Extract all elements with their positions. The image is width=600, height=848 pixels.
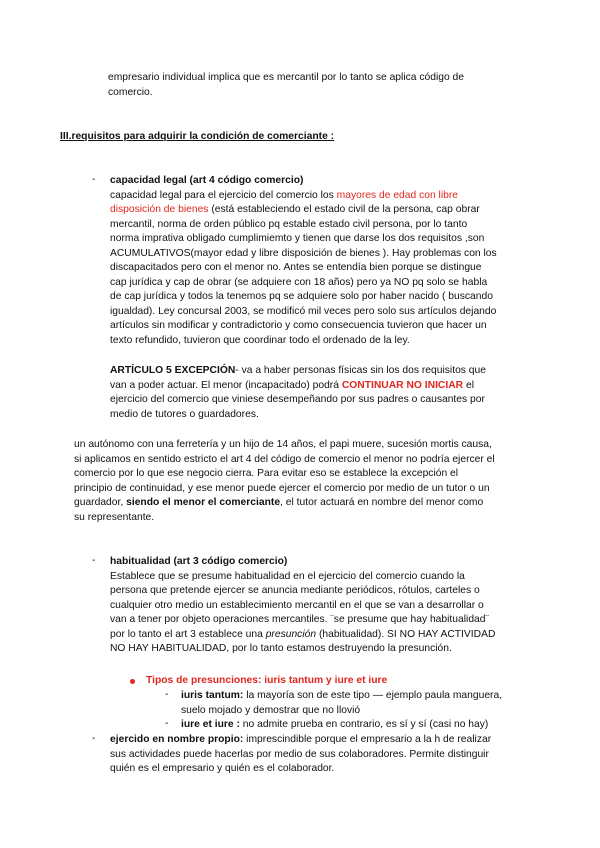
ejemplo-line: un autónomo con una ferretería y un hijo de 14 años, el papi muere, sucesión mortis causa, — [74, 439, 492, 450]
habitualidad-title: habitualidad (art 3 código comercio) — [110, 556, 288, 567]
articulo5-line: ejercicio del comercio que viniese desempeñando por sus padres o causantes por — [110, 394, 485, 405]
ejercicio-label: ejercido en nombre propio: — [110, 734, 244, 745]
ejemplo-line: su representante. — [74, 511, 155, 523]
capacidad-line: artículos sin modificar y contradictorio y como consecuencia tuvieron que hacer un — [110, 320, 487, 331]
intro-paragraph — [108, 71, 464, 100]
capacidad-line: ACUMULATIVOS(mayor edad y libre disposición de bienes ). Hay problemas con los — [110, 247, 497, 259]
bullet-dash: - — [165, 718, 169, 729]
habitualidad-line: van a tener por objeto operaciones mercantiles. ¨se presume que hay habitualidad¨ — [110, 614, 489, 625]
ejemplo-paragraph — [74, 438, 495, 525]
capacidad-line: texto refundido, tuvieron que coordinar todo el ordenado de la ley. — [110, 334, 410, 346]
section-heading: III.requisitos para adquirir la condición de comerciante : — [60, 131, 335, 142]
ejemplo-line: si aplicamos en sentido estricto el art 4 del código de comercio el menor no podría ejercer el — [74, 453, 495, 465]
iuris-label: iuris tantum: — [181, 690, 244, 701]
bullet-dash: - — [92, 174, 96, 185]
habitualidad-section — [110, 555, 495, 657]
capacidad-legal-section — [110, 174, 497, 348]
iure-line: iure et iure : no admite prueba en contrario, es sí y sí (casi no hay) — [181, 719, 489, 730]
ejemplo-line: principio de continuidad, y ese menor puede ejercer el comercio por medio de un tutor o un — [74, 482, 490, 494]
capacidad-title: capacidad legal (art 4 código comercio) — [110, 175, 304, 186]
tipos-title: Tipos de presunciones: iuris tantum y iure et iure — [146, 675, 388, 686]
ejercicio-line: quién es el empresario y quién es el colaborador. — [110, 763, 335, 774]
highlight-text: mayores de edad con libre — [336, 189, 459, 201]
bullet-dash: - — [92, 733, 96, 744]
iuris-line: suelo mojado y demostrar que no llovió — [181, 704, 361, 716]
articulo5-line: van a poder actuar. El menor (incapacitado) podrá CONTINUAR NO INICIAR el — [110, 379, 474, 391]
iuris-line: iuris tantum: la mayoría son de este tipo — ejemplo paula manguera, — [181, 690, 503, 701]
ejercicio-line: ejercido en nombre propio: imprescindible porque el empresario a la h de realizar — [110, 734, 492, 745]
capacidad-line: disposición de bienes (está estableciendo el estado civil de la persona, cap obrar — [110, 204, 480, 215]
habitualidad-line: persona que pretende ejercer se anuncia mediante periódicos, rótulos, carteles o — [110, 585, 480, 596]
habitualidad-line: por lo tanto el art 3 establece una presunción (habitualidad). SI NO HAY ACTIVIDAD — [110, 628, 496, 640]
capacidad-line: de cap jurídica y todos la tenemos pq se adquiere solo por haber nacido ( buscando — [110, 291, 493, 302]
habitualidad-line: NO HAY HABITUALIDAD, por lo tanto estamos destruyendo la presunción. — [110, 643, 452, 654]
capacidad-line: igualdad). Ley concursal 2003, se modificó mil veces pero solo sus artículos dejando — [110, 305, 497, 317]
iuris-tantum-item — [181, 689, 502, 718]
capacidad-line: capacidad legal para el ejercicio del comercio los mayores de edad con libre — [110, 189, 459, 201]
articulo5-line: medio de tutores o guardadores. — [110, 408, 259, 420]
iure-label: iure et iure : — [181, 719, 240, 730]
ejemplo-line: comercio por lo que ese negocio cierra. Para evitar eso se establece la excepción el — [74, 468, 459, 479]
ejemplo-line: guardador, siendo el menor el comerciante, el tutor actuará en nombre del menor como — [74, 497, 484, 508]
habitualidad-line: cualquier otro medio un establecimiento mercantil en el que se van a desarrollar o — [110, 599, 484, 611]
capacidad-line: mercantil, norma de orden público pq estable estado civil persona, por lo tanto — [110, 218, 468, 230]
intro-line: empresario individual implica que es mercantil por lo tanto se aplica código de — [108, 72, 465, 83]
capacidad-line: cap jurídica y cap de obrar (se adquiere con 18 años) pero ya NO pq solo se habla — [110, 276, 488, 288]
iure-et-iure-item — [181, 718, 488, 733]
articulo5-heading: ARTÍCULO 5 EXCEPCIÓN — [110, 365, 236, 376]
bullet-dash: - — [165, 689, 169, 700]
bullet-dot-icon — [130, 679, 135, 684]
articulo5-line: ARTÍCULO 5 EXCEPCIÓN- va a haber personas físicas sin los dos requisitos que — [110, 365, 486, 376]
articulo-5-section — [110, 364, 486, 422]
bullet-dash: - — [92, 555, 96, 566]
highlight-text: CONTINUAR NO INICIAR — [341, 379, 464, 391]
ejercicio-section — [110, 733, 491, 777]
italic-text: presunción — [265, 628, 317, 640]
intro-line: comercio. — [108, 86, 153, 98]
capacidad-line: norma imprativa obligado cumplimiemto y tienen que darse los dos requisitos ,son — [110, 233, 485, 244]
highlight-text: disposición de bienes — [110, 204, 209, 215]
bold-text: siendo el menor el comerciante — [126, 497, 281, 508]
capacidad-line: discapacitados pero con el menor no. Antes se entendía bien porque se distingue — [110, 262, 482, 273]
habitualidad-line: Establece que se presume habitualidad en el ejercicio del comercio cuando la — [110, 570, 465, 582]
ejercicio-line: sus actividades puede hacerlas por medio de sus colaboradores. Permite distinguir — [110, 748, 489, 760]
